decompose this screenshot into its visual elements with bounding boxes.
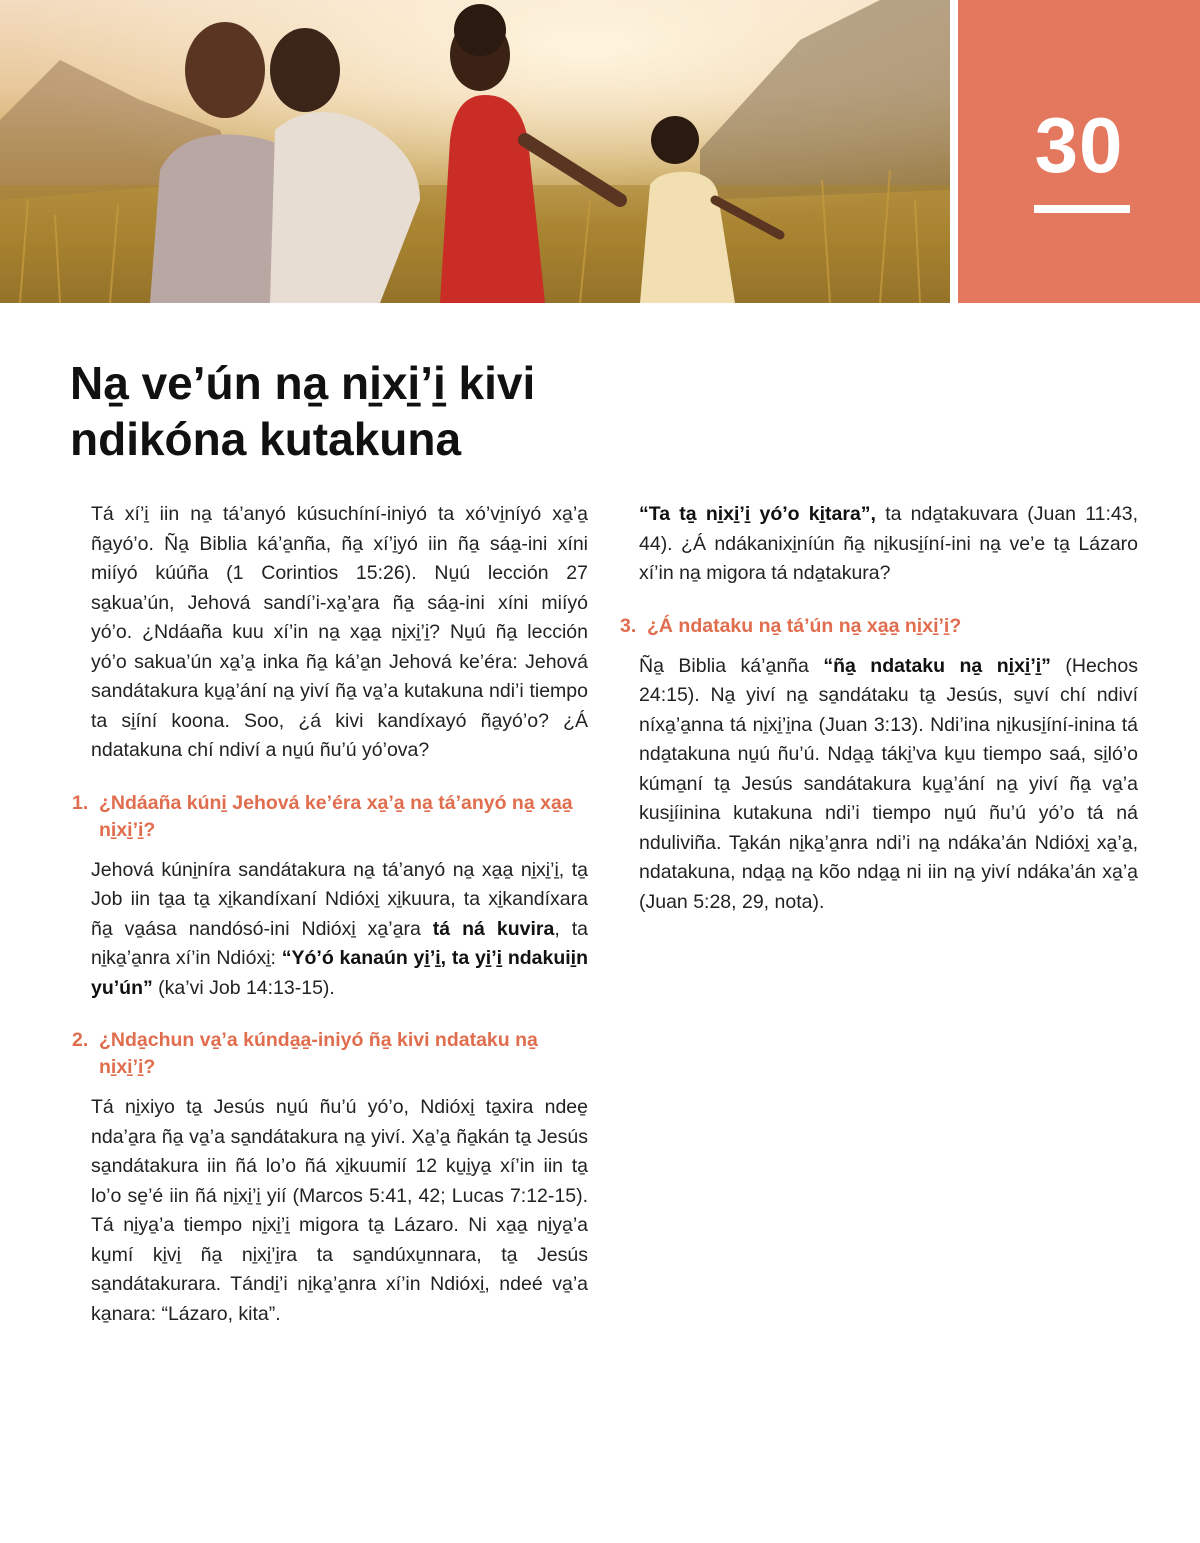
right-column (620, 500, 1138, 917)
q1-text-b: , ta ni̱ka̱’a̱nra xí’in Ndióxi̱: (91, 917, 588, 969)
q3-text-b: (Hechos 24:15). Na̱ yiví na̱ sa̱ndátaku ta̱ Jesús, su̱ví chí ndiví níxa̱’a̱nna tá ni̱xi̱’i̱na (Juan 3:13). Ndi’ina ni̱kusi̱íní-inina tá nda̱takuna nu̱ú ñu’ú. Nda̱a̱ táki̱’va ku̱u tiempo saá, si̱ló’o kúma̱ní ta̱ Jesús sandátakura ku̱a̱’ání na̱ yiví ña̱ va̱’a kusi̱íinina kutakuna ndi’i tiempo nu̱ú ñu’ú yó’o tá ná nduliviña. Ta̱kán ni̱ka̱’a̱nra ndi’i na̱ ndáka’án Ndióxi̱ xa̱’a̱, ndatakuna, nda̱a̱ na̱ kõo nda̱a̱ ni iin na̱ yiví ndáka’án xa̱’a̱ (Juan 5:28, 29, nota). (639, 654, 1139, 913)
q3-text-a: Ña̱ Biblia ká’a̱nña (639, 654, 809, 677)
q1-text-c: (ka’vi Job 14:13-15). (158, 976, 335, 999)
hero-photo (0, 0, 950, 303)
family-in-meadow-illustration (0, 0, 950, 303)
lesson-number-badge (958, 0, 1200, 303)
q1-bold-b: “Yó’ó kanaún yi̱’i̱, ta yi̱’i̱ ndakuii̱n yu’ún” (91, 947, 588, 999)
lesson-number: 30 (1034, 101, 1124, 189)
question-1-heading (72, 790, 588, 844)
q2-text-a: Tá ni̱xiyo ta̱ Jesús nu̱ú ñu’ú yó’o, Ndióxi̱ ta̱xira ndee̱ nda’a̱ra ña̱ va̱’a sa̱ndátakura na̱ yiví. Xa̱’a̱ ña̱kán ta̱ Jesús sa̱ndátakura iin ñá lo’o ñá xi̱kuumií 12 ku̱i̱ya̱ xí’in iin ta̱ lo’o se̱’é iin ñá ni̱xi̱’i̱ yií (Marcos 5:41, 42; Lucas 7:12-15). Tá ni̱ya̱’a tiempo ni̱xi̱’i̱ migora ta̱ Lázaro. Ni xa̱a̱ ni̱ya̱’a ku̱mí ki̱vi̱ ña̱ ni̱xi̱’i̱ra ta sa̱ndúxu̱nnara, ta̱ Jesús sa̱ndátakurara. Tándi̱’i ni̱ka̱’a̱nra xí’in Ndióxi̱, ndeé va̱’a ka̱nara: “Lázaro, kita”. (91, 1096, 588, 1325)
q1-bold-a: tá ná kuvira (432, 917, 555, 940)
question-3-text: ¿Á ndataku na̱ tá’ún na̱ xa̱a̱ ni̱xi̱’i̱? (647, 614, 962, 637)
q1-text-a: Jehová kúni̱níra sandátakura na̱ tá’anyó na̱ xa̱a̱ ni̱xi̱’i̱, ta̱ Job iin ta̱a ta̱ xi̱kandíxaní Ndióxi̱ xi̱kuura, ta xi̱kandíxara ña̱ va̱ása nandósó-ini Ndióxi̱ xa̱’a̱ra (91, 858, 588, 940)
question-2-text: ¿Nda̱chun va̱’a kúnda̱a̱-iniyó ña̱ kivi ndataku na̱ ni̱xi̱’i̱? (99, 1029, 538, 1078)
lesson-number-underline (1034, 205, 1130, 213)
title-line-1: Na̱ ve’ún na̱ ni̱xi̱’i̱ kivi (70, 357, 536, 409)
question-3-answer (620, 652, 1138, 918)
question-2-number: 2. (72, 1029, 89, 1051)
father-head (185, 22, 265, 118)
question-1-number: 1. (72, 791, 89, 814)
q2-text-b: ta nda̱takuvara (Juan 11:43, 44). ¿Á ndákanixi̱níún ña̱ ni̱kusi̱íní-ini na̱ ve’e ta̱ Lázaro xí’in na̱ migora tá nda̱takura? (639, 503, 1138, 584)
left-column (72, 500, 588, 1329)
title-line-2: ndikóna kutakuna (70, 413, 462, 465)
q3-bold-a: “ña̱ ndataku na̱ ni̱xi̱’i̱” (823, 654, 1051, 677)
question-2-heading (72, 1027, 588, 1081)
question-2-answer-part1 (72, 1093, 588, 1329)
question-2-answer-part2 (620, 500, 1138, 589)
question-3-heading (620, 613, 1138, 640)
question-1-answer (72, 856, 588, 1004)
intro-paragraph: Tá xí’i̱ iin na̱ tá’anyó kúsuchíní-iniyó ta xó’vi̱níyó xa̱’a̱ ña̱yó’o. Ña̱ Biblia ká’a̱nña, ña̱ xí’i̱yó iin ña̱ sáa̱-ini xíni miíyó kúúña (1 Corintios 15:26). Nu̱ú lección 27 sa̱kua’ún, Jehová sandí’i-xa̱’a̱ra ña̱ sáa̱-ini xíni miíyó yó’o. ¿Ndáaña kuu xí’in na̱ xa̱a̱ ni̱xi̱’i̱? Nu̱ú ña̱ lección yó’o sakua’ún xa̱’a̱ inka ña̱ ká’a̱n Jehová ke’éra: Jehová sandátakura ku̱a̱’ání na̱ yiví ña̱ va̱’a kutakuna ndi’i tiempo ta si̱íní koona. Soo, ¿á kivi kandíxayó ña̱yó’o? ¿Á ndatakuna chí ndiví a nu̱ú ñu’ú yó’ova? (91, 503, 588, 761)
q2-bold-a: “Ta ta̱ ni̱xi̱’i̱ yó’o ki̱tara”, (639, 503, 876, 525)
page-title (70, 355, 870, 467)
question-1-text: ¿Ndáaña kúni̱ Jehová ke’éra xa̱’a̱ na̱ tá’anyó na̱ xa̱a̱ ni̱xi̱’i̱? (99, 791, 573, 841)
question-3-number: 3. (620, 614, 637, 637)
